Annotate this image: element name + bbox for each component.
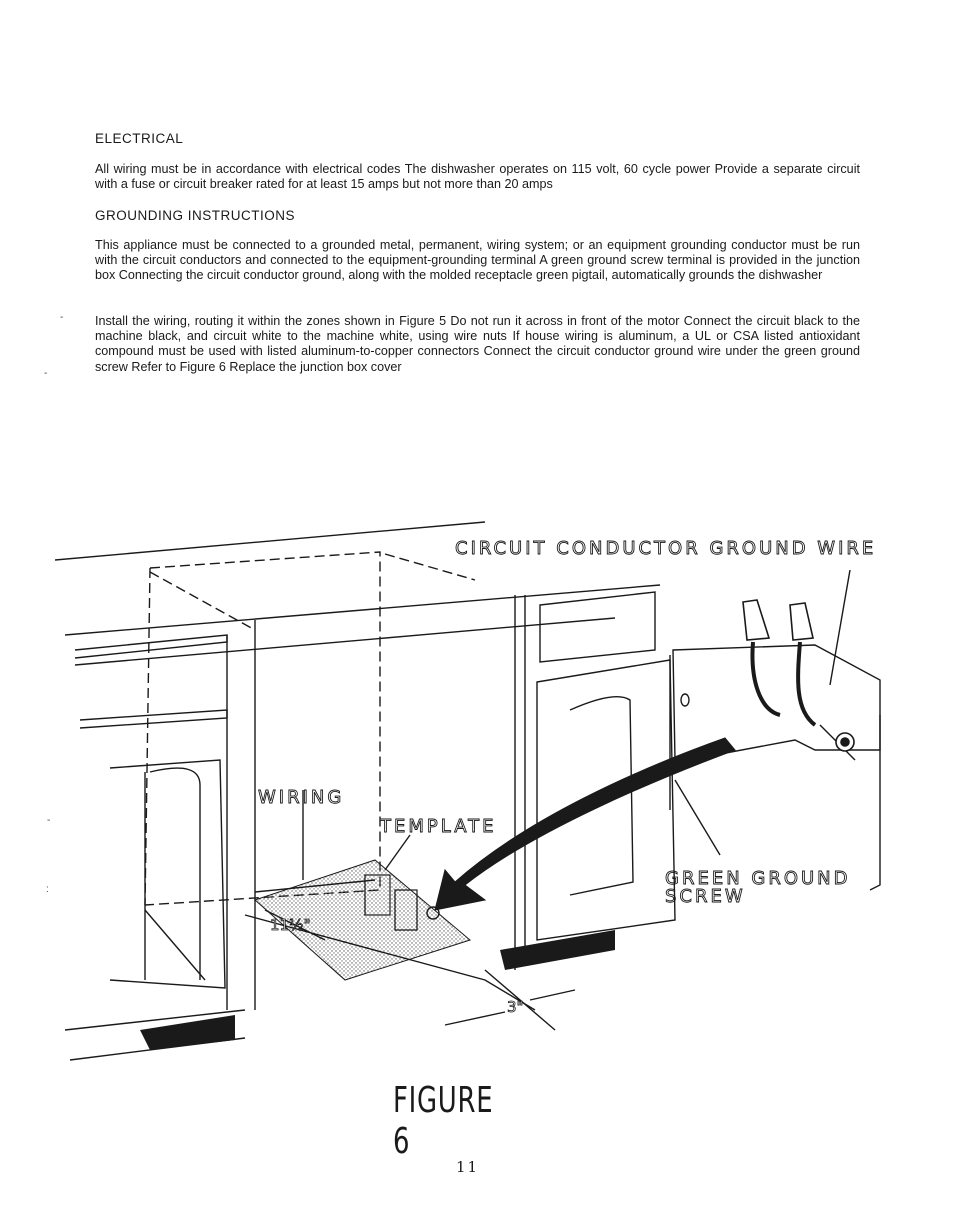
- leader-line: [870, 715, 880, 890]
- right-cabinet-drawer: [540, 592, 655, 662]
- electrical-paragraph: All wiring must be in accordance with electrical codes The dishwasher operates on 115 volt, 60 cycle power Provide a separate circuit with a fuse or circuit breaker rated for at least 15 amps but not more than 20 amps: [95, 162, 860, 192]
- wiring-label: WIRING: [258, 787, 345, 808]
- margin-mark: :: [46, 884, 49, 895]
- dimension-line: [445, 1012, 505, 1025]
- margin-mark: -: [47, 815, 51, 826]
- opening-outline: [145, 568, 150, 905]
- left-cabinet: [80, 710, 227, 728]
- leader-line: [830, 570, 850, 685]
- left-cabinet: [75, 635, 227, 658]
- figure-caption: FIGURE 6: [393, 1080, 494, 1162]
- junction-box-hole: [681, 694, 689, 706]
- opening-outline: [145, 910, 205, 980]
- margin-mark: -: [60, 312, 64, 323]
- dimension-line: [530, 990, 575, 1000]
- leader-line: [385, 835, 410, 870]
- countertop-line: [55, 522, 485, 560]
- leader-line: [675, 780, 720, 855]
- offset-dimension-label: 3": [507, 998, 524, 1016]
- dishwasher-wiring-illustration: [55, 510, 905, 1070]
- page-number: 11: [456, 1158, 480, 1176]
- electrical-heading: ELECTRICAL: [95, 131, 184, 146]
- left-cabinet-door: [110, 760, 225, 988]
- grounding-paragraph: This appliance must be connected to a grounded metal, permanent, wiring system; or an equipment grounding conductor must be run with the circuit conductors and connected to the equipment-grounding terminal A green ground screw terminal is provided in the junction box Connecting the circuit conductor ground, along with the molded receptacle green pigtail, automatically grounds the dishwasher: [95, 238, 860, 283]
- ground-wire-label: CIRCUIT CONDUCTOR GROUND WIRE: [455, 538, 877, 559]
- opening-outline: [150, 572, 255, 630]
- toe-kick-shade: [500, 930, 615, 970]
- green-screw-label-line1: GREEN GROUND: [665, 868, 851, 889]
- width-dimension-label: 11½": [270, 916, 311, 934]
- install-wiring-paragraph: Install the wiring, routing it within the zones shown in Figure 5 Do not run it across in front of the motor Connect the circuit black to the machine black, and circuit white to the machine white, using wire nuts If house wiring is aluminum, a UL or CSA listed antioxidant compound must be used with listed aluminum-to-copper connectors Connect the circuit conductor ground wire under the green ground screw Refer to Figure 6 Replace the junction box cover: [95, 314, 860, 374]
- green-screw-label-line2: SCREW: [665, 886, 746, 907]
- opening-outline: [145, 552, 380, 905]
- margin-mark: -: [44, 368, 48, 379]
- grounding-heading: GROUNDING INSTRUCTIONS: [95, 208, 295, 223]
- countertop-line: [65, 585, 660, 635]
- wire-nuts: [743, 600, 854, 751]
- template-label: TEMPLATE: [380, 816, 497, 837]
- left-cabinet-door: [150, 768, 200, 980]
